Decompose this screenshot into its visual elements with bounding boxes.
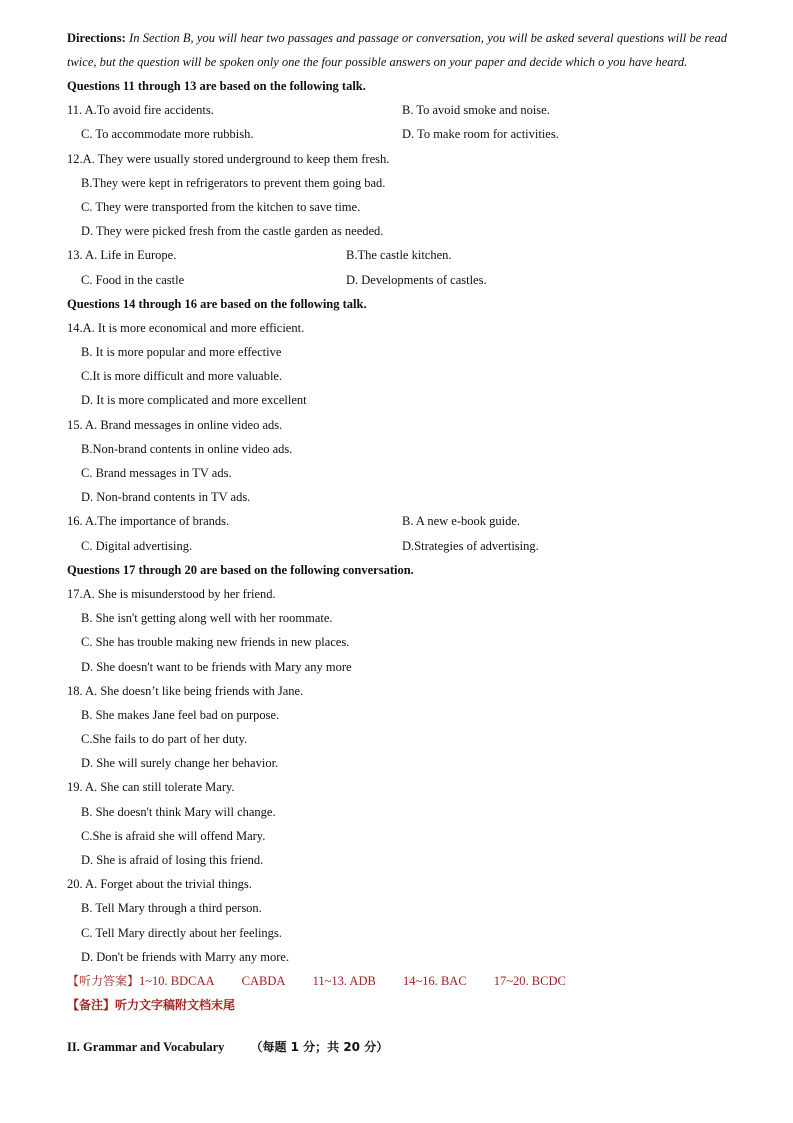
- q11-option-c: C. To accommodate more rubbish.: [81, 127, 254, 142]
- answer-group-5: 17~20. BCDC: [493, 973, 566, 988]
- question-16-row-1: [67, 509, 727, 533]
- directions: [67, 26, 727, 74]
- q16-option-c: C. Digital advertising.: [81, 538, 193, 553]
- answer-group-2: CABDA: [241, 973, 286, 988]
- q11-option-a: 11. A.To avoid fire accidents.: [67, 103, 214, 118]
- q18-option-c: C.She fails to do part of her duty.: [81, 732, 248, 747]
- section-title: II. Grammar and Vocabulary: [67, 1040, 225, 1055]
- question-16-row-2: [67, 534, 727, 558]
- q18-option-b: B. She makes Jane feel bad on purpose.: [81, 707, 280, 722]
- q11-option-d: D. To make room for activities.: [402, 127, 559, 142]
- q13-option-c: C. Food in the castle: [81, 272, 185, 287]
- q19-option-b: B. She doesn't think Mary will change.: [81, 804, 276, 819]
- transcript-note: [67, 993, 727, 1017]
- q13-option-b: B.The castle kitchen.: [346, 248, 452, 263]
- exam-page: [67, 26, 727, 1060]
- q20-option-c: C. Tell Mary directly about her feelings.: [81, 925, 282, 940]
- q11-option-b: B. To avoid smoke and noise.: [402, 103, 550, 118]
- q16-option-a: 16. A.The importance of brands.: [67, 514, 230, 529]
- q12-option-a: 12.A. They were usually stored underground to keep them fresh.: [67, 151, 390, 166]
- group-heading-11-13: Questions 11 through 13 are based on the following talk.: [67, 79, 366, 93]
- q14-option-b: B. It is more popular and more effective: [81, 345, 282, 360]
- note-label: 【备注】: [67, 998, 116, 1013]
- q16-option-d: D.Strategies of advertising.: [402, 538, 539, 553]
- directions-text: In Section B, you will hear two passages and passage or conversation, you will be asked several questions will be read twice, but the question will be spoken only one the four possible answers on your paper and decide which o you have heard.: [67, 31, 728, 69]
- q19-option-d: D. She is afraid of losing this friend.: [81, 853, 264, 867]
- answer-group-4: 14~16. BAC: [402, 973, 467, 988]
- q17-option-d: D. She doesn't want to be friends with Mary any more: [81, 659, 352, 674]
- q19-option-c: C.She is afraid she will offend Mary.: [81, 828, 266, 843]
- listening-answers: [67, 969, 727, 993]
- q13-option-d: D. Developments of castles.: [346, 272, 487, 287]
- note-text: 听力文字稿附文档末尾: [115, 998, 236, 1013]
- question-11-row-2: [67, 122, 727, 146]
- q15-option-a: 15. A. Brand messages in online video ads.: [67, 417, 283, 432]
- q14-option-a: 14.A. It is more economical and more efficient.: [67, 320, 305, 335]
- q16-option-b: B. A new e-book guide.: [402, 514, 521, 529]
- q15-option-b: B.Non-brand contents in online video ads.: [81, 441, 293, 456]
- q13-option-a: 13. A. Life in Europe.: [67, 248, 177, 263]
- q18-option-d: D. She will surely change her behavior.: [81, 756, 279, 771]
- q12-option-d: D. They were picked fresh from the castle garden as needed.: [81, 224, 384, 239]
- q17-option-b: B. She isn't getting along well with her roommate.: [81, 611, 333, 626]
- question-11-row-1: [67, 98, 727, 122]
- question-13-row-1: [67, 243, 727, 267]
- answer-group-1: 1~10. BDCAA: [139, 973, 215, 988]
- section-heading: [67, 1035, 727, 1059]
- q14-option-c: C.It is more difficult and more valuable.: [81, 369, 283, 384]
- directions-label: Directions:: [67, 31, 126, 45]
- group-heading-14-16: Questions 14 through 16 are based on the following talk.: [67, 296, 367, 311]
- q20-option-b: B. Tell Mary through a third person.: [81, 901, 262, 916]
- q12-option-c: C. They were transported from the kitchen to save time.: [81, 199, 361, 214]
- question-13-row-2: [67, 268, 727, 292]
- q15-option-c: C. Brand messages in TV ads.: [81, 466, 232, 480]
- q17-option-a: 17.A. She is misunderstood by her friend.: [67, 586, 276, 601]
- answer-group-3: 11~13. ADB: [312, 973, 376, 988]
- q18-option-a: 18. A. She doesn’t like being friends with Jane.: [67, 683, 304, 698]
- q20-option-d: D. Don't be friends with Marry any more.: [81, 949, 290, 964]
- section-points: （每题 1 分；共 20 分）: [250, 1040, 389, 1055]
- answers-label: 【听力答案】: [67, 973, 140, 988]
- q19-option-a: 19. A. She can still tolerate Mary.: [67, 780, 235, 795]
- group-heading-17-20: Questions 17 through 20 are based on the following conversation.: [67, 562, 414, 577]
- q17-option-c: C. She has trouble making new friends in new places.: [81, 635, 350, 650]
- q12-option-b: B.They were kept in refrigerators to prevent them going bad.: [81, 175, 386, 190]
- q20-option-a: 20. A. Forget about the trivial things.: [67, 877, 252, 892]
- q15-option-d: D. Non-brand contents in TV ads.: [81, 490, 251, 505]
- q14-option-d: D. It is more complicated and more excellent: [81, 393, 307, 408]
